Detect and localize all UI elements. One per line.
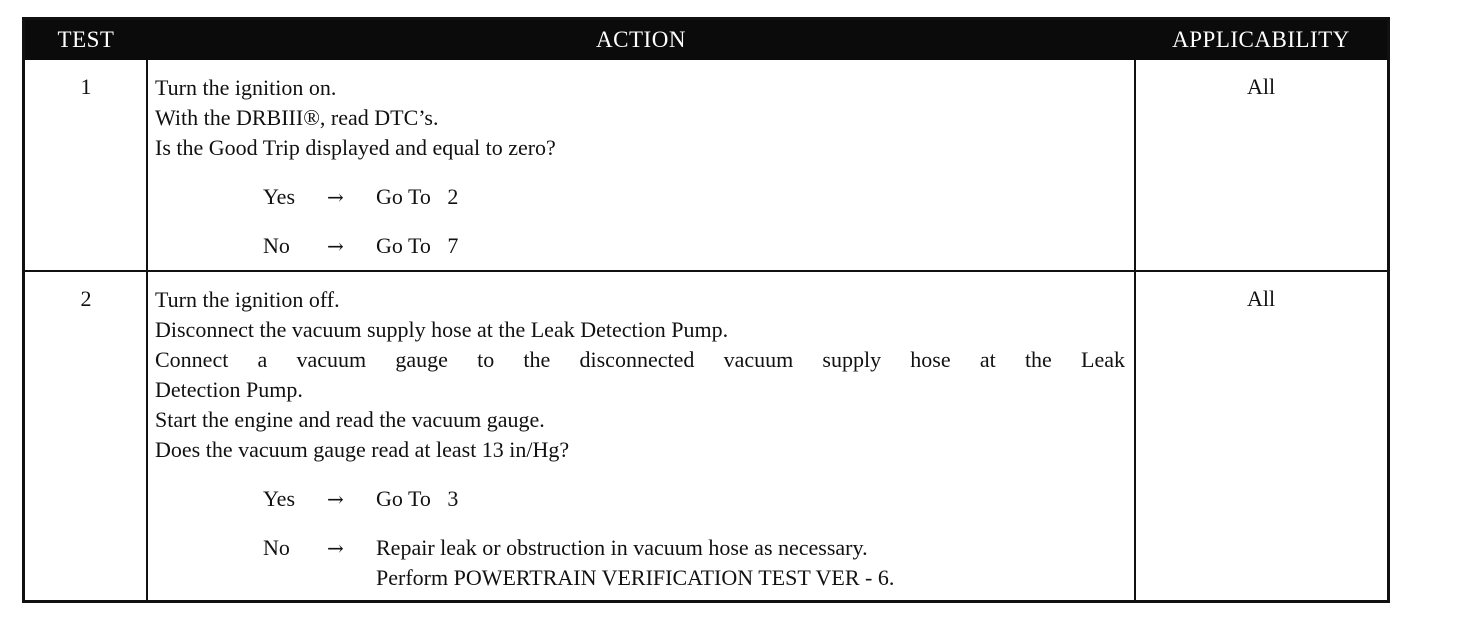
table-row <box>25 60 1387 272</box>
answer-yes <box>263 182 1125 212</box>
answer-list <box>263 484 1125 593</box>
diagnostic-test-table <box>22 17 1390 603</box>
action-line: Does the vacuum gauge read at least 13 in/Hg? <box>155 437 570 462</box>
header-action: ACTION <box>596 27 686 52</box>
action-line: Start the engine and read the vacuum gauge. <box>155 407 545 432</box>
answer-result-block <box>376 533 894 593</box>
right-arrow-icon: → <box>327 234 344 258</box>
answer-list <box>263 182 1125 261</box>
answer-label: No <box>263 233 290 258</box>
answer-result: Go To 7 <box>376 233 459 258</box>
right-arrow-icon: → <box>327 536 344 560</box>
action-line: Turn the ignition off. <box>155 287 340 312</box>
answer-label: No <box>263 535 290 560</box>
table-header <box>25 20 1387 60</box>
answer-result: Go To 2 <box>376 184 459 209</box>
action-cell <box>155 285 1125 593</box>
action-line: Turn the ignition on. <box>155 75 337 100</box>
right-arrow-icon: → <box>327 487 344 511</box>
table-row <box>25 272 1387 600</box>
header-applicability: APPLICABILITY <box>1172 27 1350 52</box>
answer-label: Yes <box>263 184 296 209</box>
answer-yes <box>263 484 1125 514</box>
test-number: 1 <box>80 74 92 99</box>
action-line: Connect a vacuum gauge to the disconnected vacuum supply hose at the Leak <box>155 347 1125 372</box>
answer-result: Go To 3 <box>376 486 459 511</box>
action-line: With the DRBIII®, read DTC’s. <box>155 105 439 130</box>
answer-label: Yes <box>263 486 296 511</box>
action-line: Is the Good Trip displayed and equal to zero? <box>155 135 556 160</box>
action-cell <box>155 73 1125 261</box>
action-line: Disconnect the vacuum supply hose at the Leak Detection Pump. <box>155 317 729 342</box>
action-line: Detection Pump. <box>155 377 303 402</box>
applicability-cell: All <box>1246 74 1276 99</box>
answer-no <box>263 231 1125 261</box>
answer-no <box>263 533 1125 593</box>
answer-result-line2: Perform POWERTRAIN VERIFICATION TEST VER - 6. <box>376 565 895 590</box>
answer-result: Repair leak or obstruction in vacuum hose as necessary. <box>376 535 868 560</box>
test-number: 2 <box>80 286 92 311</box>
applicability-cell: All <box>1246 286 1276 311</box>
header-test: TEST <box>57 27 115 52</box>
right-arrow-icon: → <box>327 185 344 209</box>
